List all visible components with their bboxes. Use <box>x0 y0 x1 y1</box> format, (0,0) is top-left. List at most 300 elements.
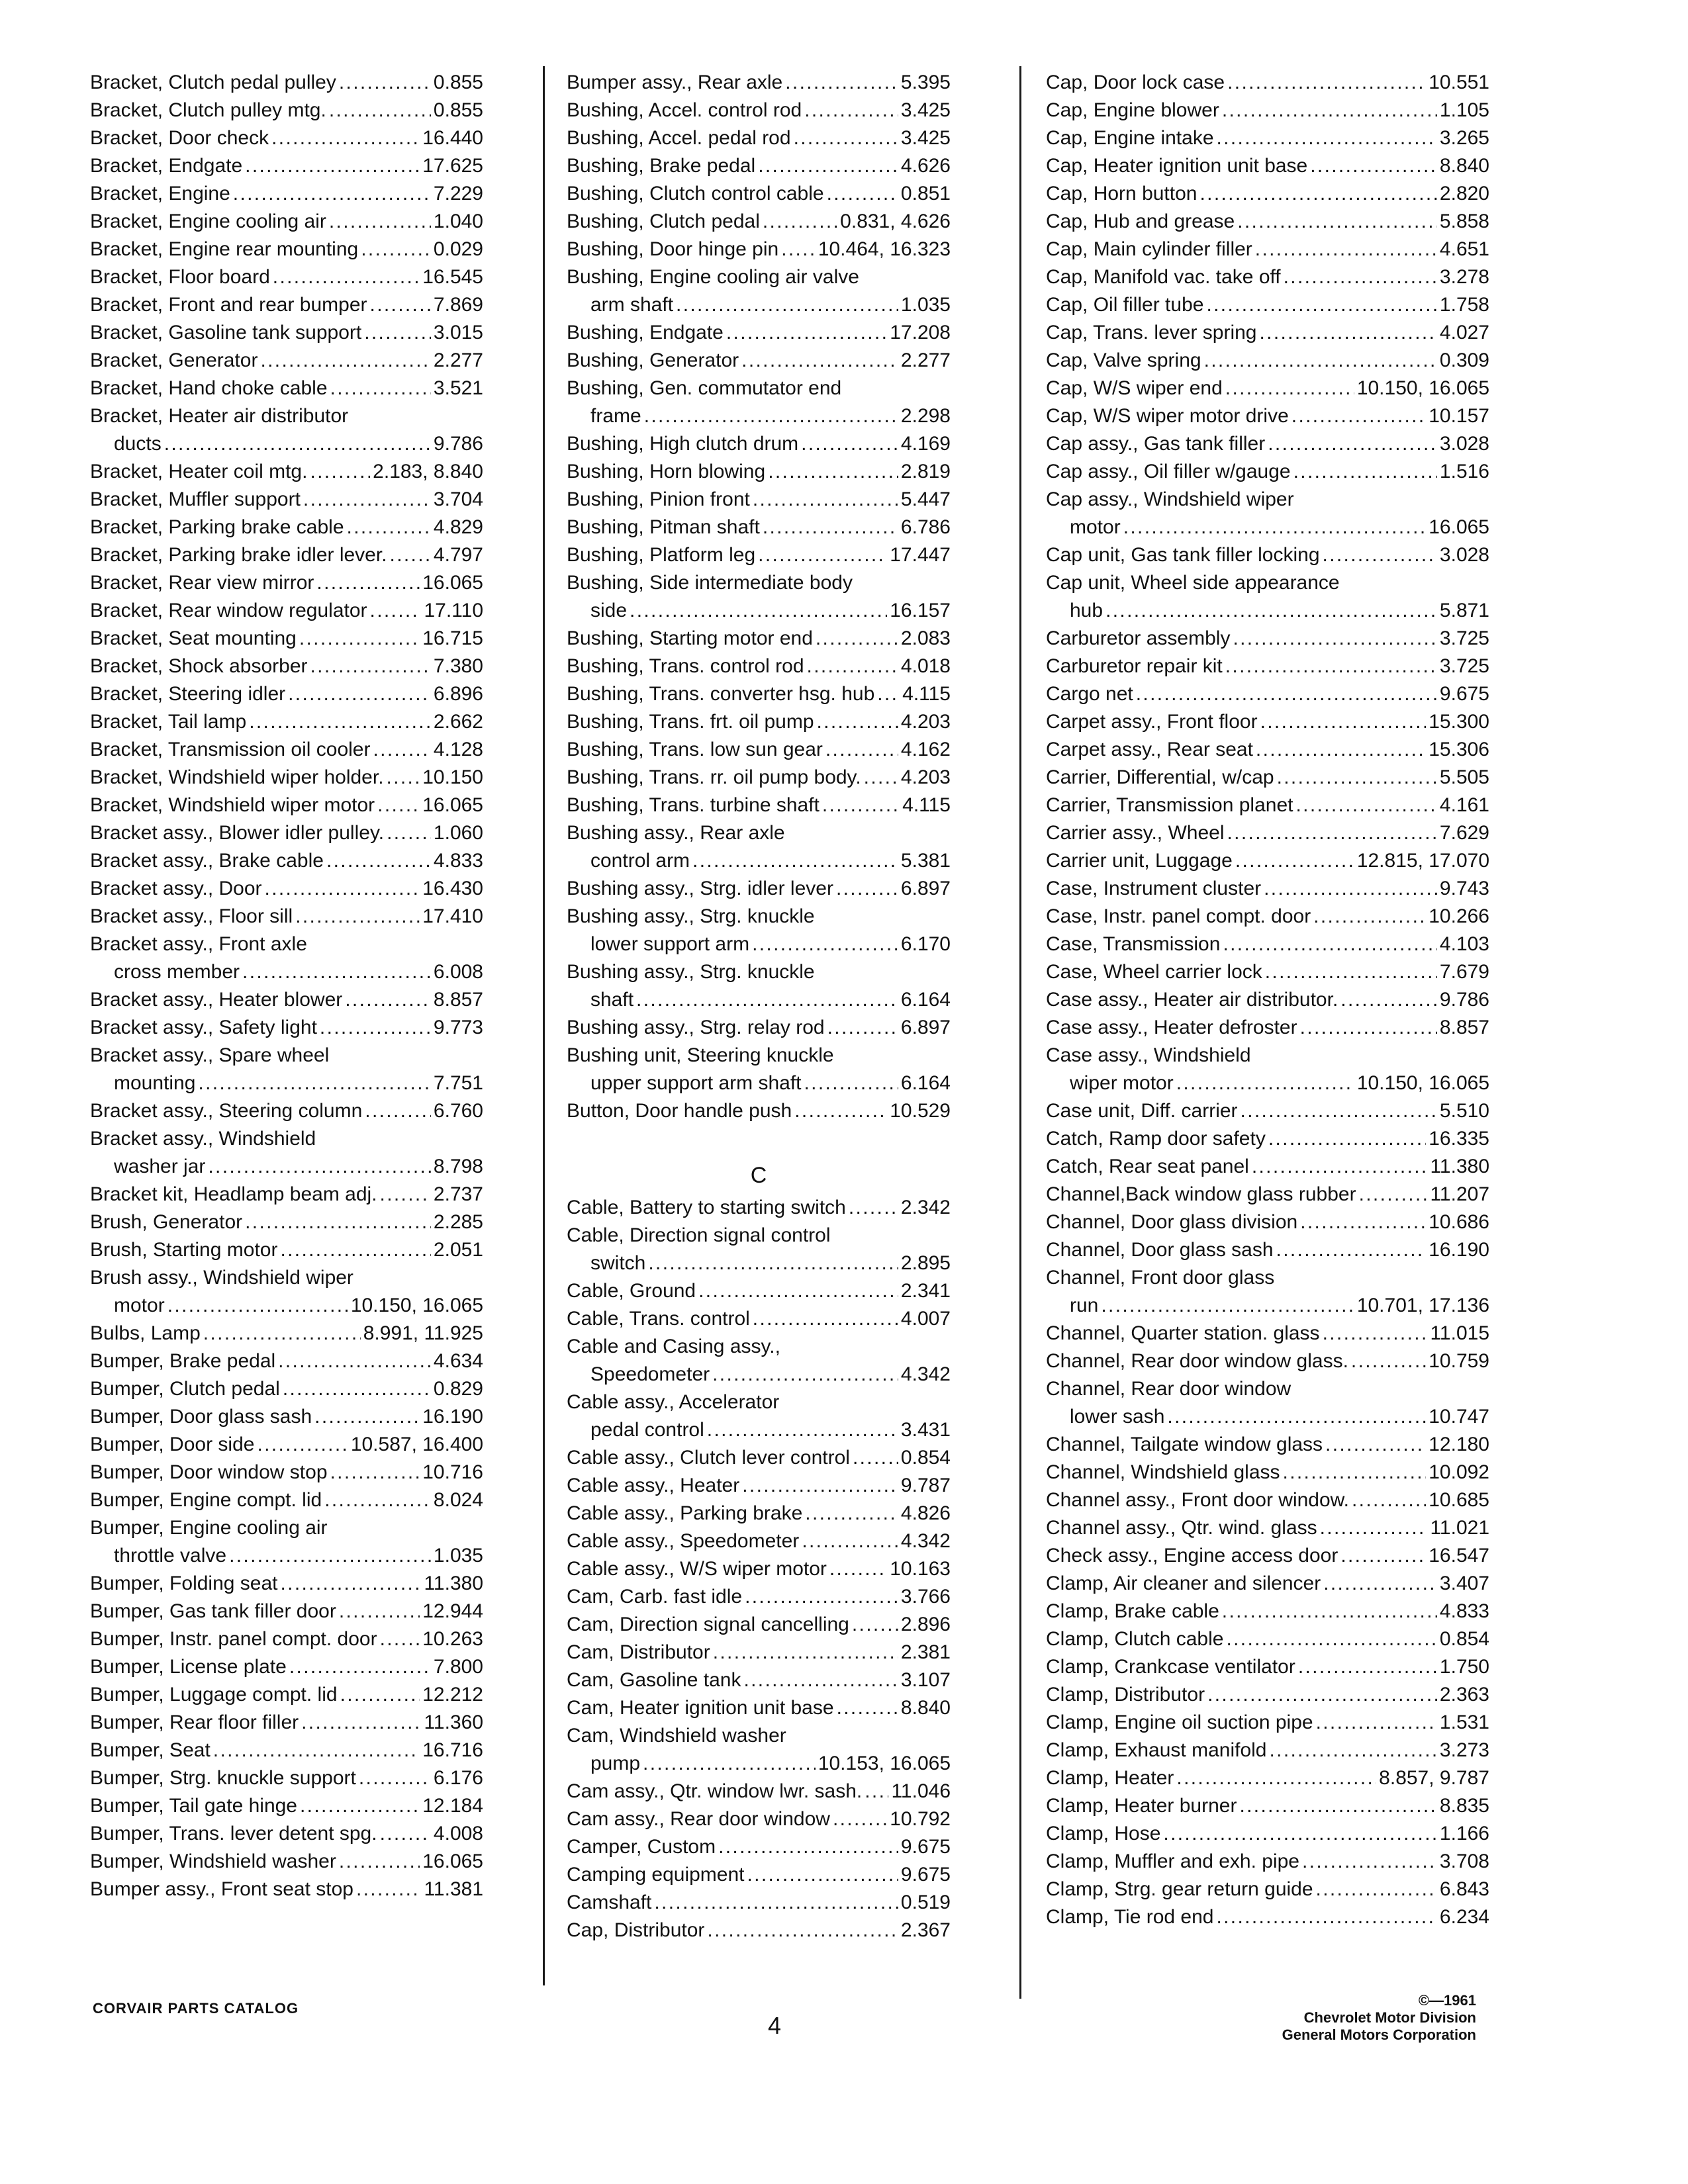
index-entry <box>567 1014 951 1042</box>
entry-label: Carburetor repair kit <box>1046 655 1223 677</box>
entry-reference-number: 16.190 <box>422 1406 483 1428</box>
index-entry <box>90 1236 483 1264</box>
index-entry <box>90 402 483 430</box>
entry-label: Bushing assy., Strg. idler lever <box>567 878 833 899</box>
entry-reference-number: 11.015 <box>1430 1322 1489 1344</box>
entry-label: Clamp, Brake cable <box>1046 1600 1219 1622</box>
index-entry <box>90 97 483 124</box>
entry-reference-number: 5.505 <box>1439 766 1489 788</box>
entry-label: Cam, Windshield washer <box>567 1725 786 1747</box>
entry-label: Bracket, Seat mounting <box>90 627 297 649</box>
entry-label: motor <box>1070 516 1121 538</box>
dot-leader <box>676 291 898 319</box>
entry-reference-number: 4.103 <box>1439 933 1489 955</box>
dot-leader <box>1252 1153 1428 1181</box>
index-entry <box>90 236 483 263</box>
index-entry <box>567 263 951 291</box>
entry-reference-number: 2.298 <box>900 405 951 427</box>
index-entry <box>90 792 483 819</box>
dot-leader <box>1351 1347 1426 1375</box>
index-entry-continuation <box>567 291 951 319</box>
dot-leader <box>1207 1681 1437 1709</box>
entry-label: Bracket, Engine rear mounting <box>90 238 359 260</box>
dot-leader <box>245 1208 431 1236</box>
entry-reference-number: 3.265 <box>1439 127 1489 149</box>
dot-leader <box>278 1347 431 1375</box>
dot-leader <box>1259 319 1436 347</box>
index-entry <box>90 708 483 736</box>
entry-reference-number: 4.797 <box>433 544 483 566</box>
dot-leader <box>747 1861 898 1889</box>
dot-leader <box>339 69 431 97</box>
dot-leader <box>380 1625 420 1653</box>
index-entry <box>1046 97 1489 124</box>
index-entry-continuation <box>1046 1292 1489 1320</box>
entry-label: Cable assy., Speedometer <box>567 1530 800 1552</box>
dot-leader <box>1323 1570 1437 1598</box>
entry-reference-number: 10.685 <box>1429 1489 1489 1511</box>
entry-reference-number: 17.625 <box>422 155 483 177</box>
dot-leader <box>1268 430 1437 458</box>
entry-label: Bumper, Instr. panel compt. door <box>90 1628 377 1650</box>
dot-leader <box>1237 208 1437 236</box>
index-entry <box>90 1208 483 1236</box>
entry-reference-number: 3.725 <box>1439 655 1489 677</box>
entry-label: Cap, W/S wiper end <box>1046 377 1223 399</box>
entry-reference-number: 4.115 <box>902 683 951 705</box>
entry-label: Bracket assy., Heater blower <box>90 989 343 1011</box>
dot-leader <box>300 1792 420 1820</box>
entry-reference-number: 2.051 <box>433 1239 483 1261</box>
entry-label: Cable, Ground <box>567 1280 696 1302</box>
dot-leader <box>1123 514 1427 541</box>
entry-reference-number: 10.747 <box>1429 1406 1489 1428</box>
entry-reference-number: 8.857, 9.787 <box>1379 1767 1489 1789</box>
dot-leader <box>1268 1125 1426 1153</box>
entry-label: Bracket assy., Floor sill <box>90 905 293 927</box>
entry-label: Cam, Direction signal cancelling <box>567 1614 849 1635</box>
entry-reference-number: 17.447 <box>890 544 951 566</box>
index-entry <box>1046 653 1489 680</box>
dot-leader <box>758 541 887 569</box>
entry-label: Bracket, Clutch pedal pulley <box>90 71 336 93</box>
index-entry <box>567 958 951 986</box>
index-entry <box>1046 1181 1489 1208</box>
dot-leader <box>1265 958 1437 986</box>
index-entry <box>1046 1125 1489 1153</box>
entry-label: Bumper, Engine cooling air <box>90 1517 328 1539</box>
entry-label: Bushing, Trans. frt. oil pump <box>567 711 814 733</box>
dot-leader <box>387 764 420 792</box>
index-entry <box>1046 1792 1489 1820</box>
dot-leader <box>763 208 837 236</box>
index-entry <box>1046 903 1489 931</box>
entry-label: Case, Instr. panel compt. door <box>1046 905 1311 927</box>
dot-leader <box>198 1069 431 1097</box>
entry-label: run <box>1070 1295 1099 1316</box>
entry-label: Bumper, Clutch pedal <box>90 1378 280 1400</box>
entry-reference-number: 4.826 <box>900 1502 951 1524</box>
entry-reference-number: 10.759 <box>1429 1350 1489 1372</box>
index-column-1 <box>90 69 483 1903</box>
entry-label: Bracket assy., Spare wheel <box>90 1044 330 1066</box>
entry-label: shaft <box>590 989 634 1011</box>
entry-reference-number: 3.107 <box>900 1669 951 1691</box>
entry-label: Bumper, Seat <box>90 1739 211 1761</box>
dot-leader <box>281 1570 422 1598</box>
dot-leader <box>1340 1542 1426 1570</box>
entry-reference-number: 11.207 <box>1430 1183 1489 1205</box>
entry-label: wiper motor <box>1070 1072 1174 1094</box>
entry-reference-number: 6.786 <box>900 516 951 538</box>
index-entry <box>90 541 483 569</box>
index-entry-continuation <box>567 1416 951 1444</box>
entry-reference-number: 3.766 <box>900 1586 951 1608</box>
dot-leader <box>1227 69 1426 97</box>
index-entry <box>1046 347 1489 375</box>
dot-leader <box>387 819 431 847</box>
dot-leader <box>1239 1792 1436 1820</box>
entry-label: Bracket, Parking brake idler lever. <box>90 544 387 566</box>
entry-label: Cap unit, Wheel side appearance <box>1046 572 1340 594</box>
dot-leader <box>1105 597 1437 625</box>
entry-reference-number: 5.381 <box>900 850 951 872</box>
entry-reference-number: 2.083 <box>900 627 951 649</box>
index-entry <box>567 1778 951 1805</box>
dot-leader <box>805 1500 898 1527</box>
entry-label: Cable assy., Accelerator <box>567 1391 780 1413</box>
entry-reference-number: 1.105 <box>1439 99 1489 121</box>
entry-reference-number: 5.395 <box>900 71 951 93</box>
entry-label: Case, Transmission <box>1046 933 1221 955</box>
entry-reference-number: 16.545 <box>422 266 483 288</box>
dot-leader <box>320 1014 431 1042</box>
index-entry <box>1046 208 1489 236</box>
entry-reference-number: 4.829 <box>433 516 483 538</box>
index-entry <box>1046 291 1489 319</box>
index-entry <box>90 1792 483 1820</box>
index-entry <box>1046 541 1489 569</box>
dot-leader <box>345 986 431 1014</box>
dot-leader <box>1256 736 1426 764</box>
entry-label: Cable, Direction signal control <box>567 1224 831 1246</box>
dot-leader <box>794 1097 887 1125</box>
entry-label: Bracket, Generator <box>90 349 258 371</box>
entry-reference-number: 3.425 <box>900 99 951 121</box>
entry-reference-number: 2.367 <box>900 1919 951 1941</box>
index-entry <box>90 152 483 180</box>
index-entry-continuation <box>567 1250 951 1277</box>
index-entry <box>90 208 483 236</box>
entry-reference-number: 16.065 <box>422 1850 483 1872</box>
entry-reference-number: 4.008 <box>433 1823 483 1844</box>
entry-label: Cargo net <box>1046 683 1133 705</box>
entry-label: Bulbs, Lamp <box>90 1322 201 1344</box>
dot-leader <box>167 1292 348 1320</box>
index-entry <box>567 97 951 124</box>
dot-leader <box>1222 1598 1437 1625</box>
index-entry <box>567 792 951 819</box>
entry-reference-number: 2.820 <box>1439 183 1489 205</box>
entry-label: Bumper, Rear floor filler <box>90 1711 299 1733</box>
entry-label: Bracket, Shock absorber <box>90 655 308 677</box>
entry-reference-number: 2.341 <box>900 1280 951 1302</box>
entry-label: Cap assy., Gas tank filler <box>1046 433 1266 455</box>
dot-leader <box>330 1459 420 1486</box>
index-entry <box>567 569 951 597</box>
entry-label: Cap, Heater ignition unit base <box>1046 155 1308 177</box>
index-entry <box>90 1848 483 1876</box>
dot-leader <box>1359 1181 1428 1208</box>
entry-reference-number: 16.716 <box>422 1739 483 1761</box>
dot-leader <box>329 208 431 236</box>
dot-leader <box>326 847 431 875</box>
entry-label: Cap, Hub and grease <box>1046 210 1235 232</box>
entry-label: Bracket kit, Headlamp beam adj. <box>90 1183 377 1205</box>
entry-reference-number: 0.855 <box>433 99 483 121</box>
entry-label: Bracket, Clutch pulley mtg. <box>90 99 326 121</box>
entry-label: Bushing, Side intermediate body <box>567 572 853 594</box>
entry-reference-number: 12.212 <box>422 1684 483 1706</box>
dot-leader <box>1241 1097 1437 1125</box>
entry-label: Bracket, Parking brake cable <box>90 516 344 538</box>
index-entry <box>567 180 951 208</box>
entry-label: Bushing, Clutch control cable <box>567 183 824 205</box>
dot-leader <box>208 1153 431 1181</box>
entry-reference-number: 2.896 <box>900 1614 951 1635</box>
entry-label: Cam, Heater ignition unit base <box>567 1697 834 1719</box>
index-entry <box>90 1403 483 1431</box>
dot-leader <box>698 1277 898 1305</box>
entry-label: Brush, Starting motor <box>90 1239 278 1261</box>
dot-leader <box>280 1236 430 1264</box>
entry-reference-number: 1.531 <box>1439 1711 1489 1733</box>
dot-leader <box>1300 1208 1426 1236</box>
dot-leader <box>1316 1876 1437 1903</box>
entry-label: Bumper, Brake pedal <box>90 1350 276 1372</box>
entry-reference-number: 2.277 <box>433 349 483 371</box>
entry-reference-number: 16.190 <box>1429 1239 1489 1261</box>
dot-leader <box>1233 625 1436 653</box>
entry-reference-number: 9.787 <box>900 1475 951 1496</box>
dot-leader <box>213 1737 420 1764</box>
dot-leader <box>377 792 420 819</box>
index-entry <box>90 1820 483 1848</box>
index-entry <box>1046 124 1489 152</box>
entry-reference-number: 2.363 <box>1439 1684 1489 1706</box>
entry-label: hub <box>1070 600 1103 621</box>
entry-label: Bracket, Heater coil mtg. <box>90 461 308 482</box>
entry-label: Bushing assy., Strg. knuckle <box>567 961 815 983</box>
index-entry <box>1046 1347 1489 1375</box>
entry-label: Carrier, Transmission planet <box>1046 794 1293 816</box>
index-entry <box>567 319 951 347</box>
entry-reference-number: 16.065 <box>422 572 483 594</box>
entry-label: upper support arm shaft <box>590 1072 802 1094</box>
dot-leader <box>370 291 431 319</box>
index-entry <box>90 1125 483 1153</box>
entry-label: frame <box>590 405 641 427</box>
index-entry-continuation <box>90 1292 483 1320</box>
dot-leader <box>1225 653 1437 680</box>
entry-label: Case unit, Diff. carrier <box>1046 1100 1238 1122</box>
entry-reference-number: 1.516 <box>1439 461 1489 482</box>
dot-leader <box>712 1361 898 1388</box>
dot-leader <box>827 180 898 208</box>
index-entry <box>1046 1014 1489 1042</box>
dot-leader <box>295 903 420 931</box>
dot-leader <box>833 1805 887 1833</box>
dot-leader <box>310 458 370 486</box>
entry-reference-number: 10.551 <box>1429 71 1489 93</box>
entry-reference-number: 9.773 <box>433 1017 483 1038</box>
index-entry <box>90 1876 483 1903</box>
dot-leader <box>654 1889 898 1917</box>
dot-leader <box>853 1444 898 1472</box>
entry-label: Channel,Back window glass rubber <box>1046 1183 1356 1205</box>
dot-leader <box>1276 1236 1427 1264</box>
dot-leader <box>301 1709 421 1737</box>
entry-reference-number: 10.716 <box>422 1461 483 1483</box>
entry-label: Bracket, Tail lamp <box>90 711 247 733</box>
entry-reference-number: 10.529 <box>890 1100 951 1122</box>
entry-label: Channel, Rear door window <box>1046 1378 1291 1400</box>
index-entry-continuation <box>90 1542 483 1570</box>
index-entry <box>1046 1848 1489 1876</box>
dot-leader <box>1260 708 1427 736</box>
entry-reference-number: 0.519 <box>900 1891 951 1913</box>
entry-label: Clamp, Clutch cable <box>1046 1628 1224 1650</box>
entry-label: Bushing, Trans. rr. oil pump body. <box>567 766 861 788</box>
dot-leader <box>1216 1903 1436 1931</box>
entry-label: Cable and Casing assy., <box>567 1336 780 1357</box>
entry-label: Cable, Battery to starting switch <box>567 1197 846 1218</box>
entry-reference-number: 7.751 <box>433 1072 483 1094</box>
index-entry <box>90 680 483 708</box>
entry-reference-number: 11.380 <box>1430 1156 1489 1177</box>
entry-reference-number: 2.819 <box>900 461 951 482</box>
dot-leader <box>836 875 898 903</box>
entry-label: Cap, W/S wiper motor drive <box>1046 405 1289 427</box>
dot-leader <box>1323 1320 1428 1347</box>
entry-reference-number: 2.381 <box>900 1641 951 1663</box>
entry-reference-number: 0.831, 4.626 <box>840 210 951 232</box>
entry-label: Bumper, Tail gate hinge <box>90 1795 297 1817</box>
entry-reference-number: 3.028 <box>1439 433 1489 455</box>
entry-reference-number: 3.704 <box>433 488 483 510</box>
index-entry <box>567 1277 951 1305</box>
entry-reference-number: 10.263 <box>422 1628 483 1650</box>
dot-leader <box>768 458 898 486</box>
entry-label: Bracket, Rear view mirror <box>90 572 314 594</box>
dot-leader <box>1316 1709 1437 1737</box>
index-entry <box>90 347 483 375</box>
entry-label: Bushing, Trans. low sun gear <box>567 739 823 760</box>
entry-label: Carrier assy., Wheel <box>1046 822 1225 844</box>
entry-label: Bumper, Gas tank filler door <box>90 1600 336 1622</box>
dot-leader <box>1163 1820 1437 1848</box>
entry-label: Bushing, Pinion front <box>567 488 750 510</box>
dot-leader <box>643 1750 816 1778</box>
index-entry <box>1046 375 1489 402</box>
entry-reference-number: 16.547 <box>1429 1545 1489 1567</box>
dot-leader <box>829 1555 887 1583</box>
index-entry <box>567 152 951 180</box>
entry-label: Bracket, Gasoline tank support <box>90 322 362 343</box>
entry-reference-number: 1.040 <box>433 210 483 232</box>
dot-leader <box>1217 124 1437 152</box>
dot-leader <box>758 152 898 180</box>
dot-leader <box>745 1583 898 1611</box>
entry-reference-number: 10.701, 17.136 <box>1356 1295 1489 1316</box>
dot-leader <box>265 875 420 903</box>
entry-reference-number: 11.380 <box>424 1572 483 1594</box>
dot-leader <box>763 514 898 541</box>
entry-reference-number: 12.815, 17.070 <box>1356 850 1489 872</box>
entry-reference-number: 10.464, 16.323 <box>818 238 951 260</box>
index-entry <box>90 319 483 347</box>
entry-label: Camping equipment <box>567 1864 745 1886</box>
catalog-title: CORVAIR PARTS CATALOG <box>93 2000 299 2017</box>
entry-label: Cap assy., Oil filler w/gauge <box>1046 461 1291 482</box>
entry-reference-number: 6.008 <box>433 961 483 983</box>
entry-label: Channel assy., Front door window. <box>1046 1489 1350 1511</box>
dot-leader <box>1255 236 1437 263</box>
index-entry-continuation <box>567 597 951 625</box>
index-entry <box>567 1388 951 1416</box>
entry-reference-number: 16.065 <box>1429 516 1489 538</box>
index-entry <box>1046 486 1489 514</box>
index-entry-continuation <box>1046 1069 1489 1097</box>
entry-reference-number: 3.015 <box>433 322 483 343</box>
entry-reference-number: 0.854 <box>900 1447 951 1469</box>
index-entry <box>567 1639 951 1666</box>
index-entry <box>567 1305 951 1333</box>
entry-label: Channel, Quarter station. glass <box>1046 1322 1320 1344</box>
dot-leader <box>380 1820 431 1848</box>
index-entry <box>1046 1459 1489 1486</box>
dot-leader <box>324 1486 431 1514</box>
entry-reference-number: 6.897 <box>900 1017 951 1038</box>
division-name: Chevrolet Motor Division <box>1303 2009 1476 2026</box>
dot-leader <box>364 319 431 347</box>
dot-leader <box>271 124 420 152</box>
entry-label: Bushing, Trans. turbine shaft <box>567 794 820 816</box>
index-entry <box>1046 819 1489 847</box>
entry-label: Bushing, Accel. pedal rod <box>567 127 791 149</box>
dot-leader <box>1352 1486 1426 1514</box>
entry-label: Bumper assy., Front seat stop <box>90 1878 353 1900</box>
entry-reference-number: 6.896 <box>433 683 483 705</box>
index-entry <box>90 903 483 931</box>
index-entry <box>90 1486 483 1514</box>
entry-reference-number: 16.440 <box>422 127 483 149</box>
corporation-name: General Motors Corporation <box>1282 2026 1476 2043</box>
index-entry-continuation <box>567 986 951 1014</box>
index-entry <box>567 124 951 152</box>
entry-reference-number: 4.651 <box>1439 238 1489 260</box>
dot-leader <box>288 680 431 708</box>
index-entry <box>567 625 951 653</box>
dot-leader <box>361 236 431 263</box>
entry-label: washer jar <box>114 1156 206 1177</box>
entry-reference-number: 2.285 <box>433 1211 483 1233</box>
index-entry <box>90 486 483 514</box>
entry-label: lower sash <box>1070 1406 1165 1428</box>
index-entry <box>1046 1208 1489 1236</box>
index-entry <box>567 1611 951 1639</box>
entry-reference-number: 0.309 <box>1439 349 1489 371</box>
